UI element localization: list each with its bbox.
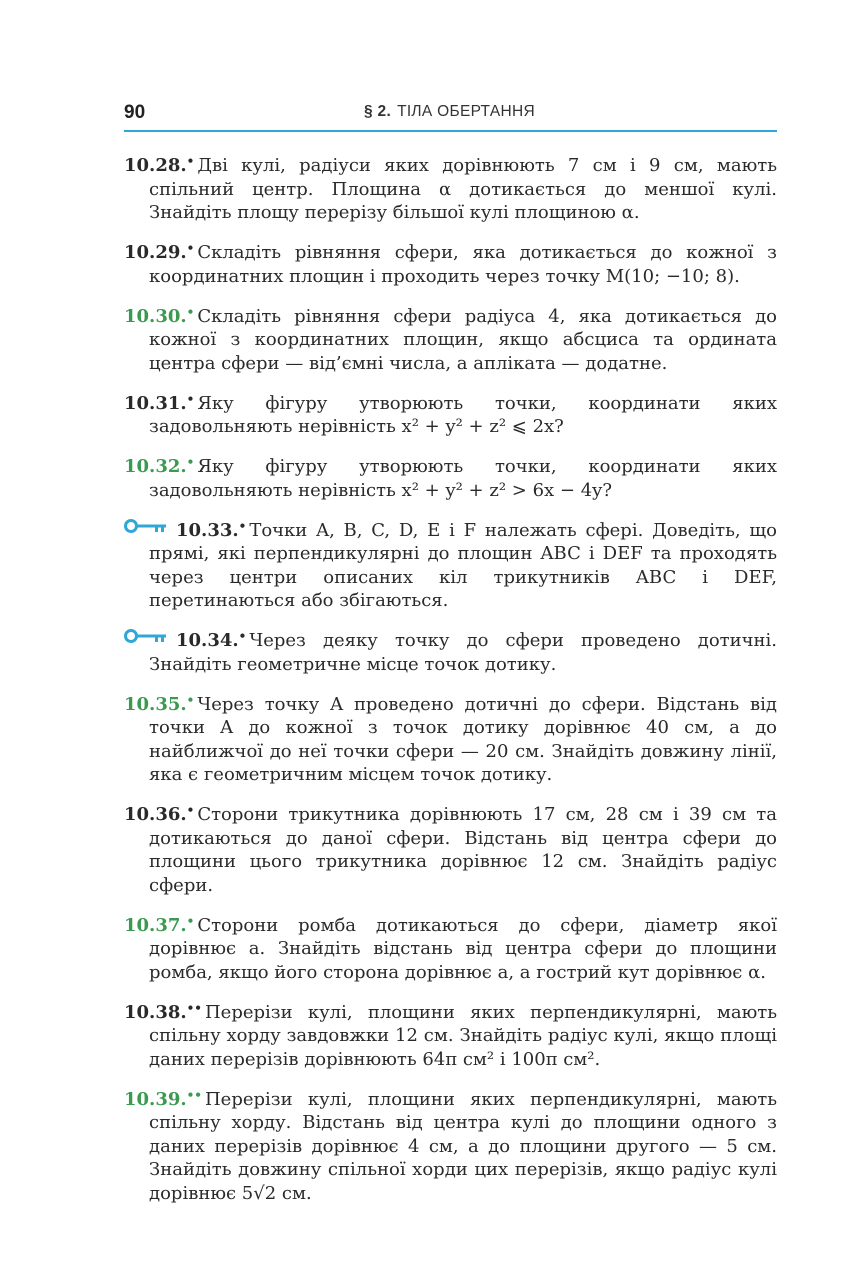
problem-10-35 [124,689,777,787]
problem-number: 10.33. [176,519,239,541]
problem-number: 10.31. [124,392,187,414]
problem-number: 10.37. [124,914,187,936]
problem-text: Перерізи кулі, площини яких перпендикулярні, мають спільну хорду. Відстань від центра кулі до площини одного з даних перерізів дорівнює 4 см, а до площини другого — 5 см. Знайдіть довжину спільної хорди цих перерізів, якщо радіус кулі дорівнює 5√2 см. [149,1088,777,1204]
problem-number: 10.30. [124,305,187,327]
problem-number: 10.38. [124,1001,187,1023]
problem-10-31 [124,388,777,439]
problem-text: Через деяку точку до сфери проведено дотичні. Знайдіть геометричне місце точок дотику. [149,630,777,675]
difficulty-marker: • [238,629,247,643]
difficulty-marker: •• [186,1087,202,1102]
difficulty-marker: • [186,692,195,707]
difficulty-marker: • [186,304,195,319]
problem-10-33 [124,515,777,613]
key-icon [124,628,170,644]
problem-10-30 [124,301,777,376]
problem-number: 10.32. [124,456,187,477]
problem-number: 10.39. [124,1088,187,1110]
problem-text: Дві кулі, радіуси яких дорівнюють 7 см і 9 см, мають спільний центр. Площина α дотикається до меншої кулі. Знайдіть площу перерізу більшої кулі площиною α. [149,155,777,223]
difficulty-marker: •• [186,1000,202,1015]
page-header [124,96,777,132]
problem-10-34 [124,625,777,676]
problem-number: 10.29. [124,242,187,263]
problem-number: 10.36. [124,804,187,825]
problem-10-38 [124,997,777,1072]
difficulty-marker: • [186,913,195,928]
problem-number: 10.35. [124,693,187,715]
problem-number: 10.34. [176,630,239,651]
problem-text: Яку фігуру утворюють точки, координати яких задовольняють нерівність x² + y² + z² ⩽ 2x? [149,392,777,437]
problem-text: Складіть рівняння сфери, яка дотикається до кожної з координатних площин і проходить через точку M(10; −10; 8). [149,242,777,287]
page-number: 90 [124,102,146,123]
problem-10-36 [124,799,777,897]
problem-text: Через точку A проведено дотичні до сфери. Відстань від точки A до кожної з точок дотику дорівнює 40 см, а до найближчої до неї точки сфери — 20 см. Знайдіть довжину лінії, яка є геометричним місцем точок дотику. [149,693,777,785]
difficulty-marker: • [186,241,195,255]
difficulty-marker: • [186,391,195,406]
difficulty-marker: • [238,518,247,533]
problem-text: Точки A, B, C, D, E і F належать сфері. Доведіть, що прямі, які перпендикулярні до площин ABC і DEF та проходять через центри описаних кіл трикутників ABC і DEF, перетинаються або збігаються. [149,519,777,611]
problem-text: Яку фігуру утворюють точки, координати яких задовольняють нерівність x² + y² + z² > 6x − 4y? [149,456,777,501]
problem-10-32 [124,451,777,502]
section-mark: § 2. [364,103,392,120]
key-icon [124,518,170,534]
problem-text: Сторони ромба дотикаються до сфери, діаметр якої дорівнює a. Знайдіть відстань від центра сфери до площини ромба, якщо його сторона дорівнює a, а гострий кут дорівнює α. [149,914,777,983]
problem-10-37 [124,910,777,985]
problem-text: Перерізи кулі, площини яких перпендикулярні, мають спільну хорду завдовжки 12 см. Знайдіть радіус кулі, якщо площі даних перерізів дорівнюють 64π см² і 100π см². [149,1001,777,1070]
running-title [364,103,535,121]
problem-10-28 [124,150,777,225]
difficulty-marker: • [186,154,195,168]
difficulty-marker: • [186,803,195,817]
problem-number: 10.28. [124,155,187,176]
problem-list [124,150,777,1218]
problem-10-39 [124,1084,777,1206]
section-title: ТІЛА ОБЕРТАННЯ [397,103,535,120]
problem-10-29 [124,237,777,288]
problem-text: Сторони трикутника дорівнюють 17 см, 28 см і 39 см та дотикаються до даної сфери. Відстань від центра сфери до площини цього трикутника дорівнює 12 см. Знайдіть радіус сфери. [149,804,777,896]
problem-text: Складіть рівняння сфери радіуса 4, яка дотикається до кожної з координатних площин, якщо абсциса та ордината центра сфери — від’ємні числа, а апліката — додатне. [149,305,777,374]
difficulty-marker: • [186,455,195,469]
